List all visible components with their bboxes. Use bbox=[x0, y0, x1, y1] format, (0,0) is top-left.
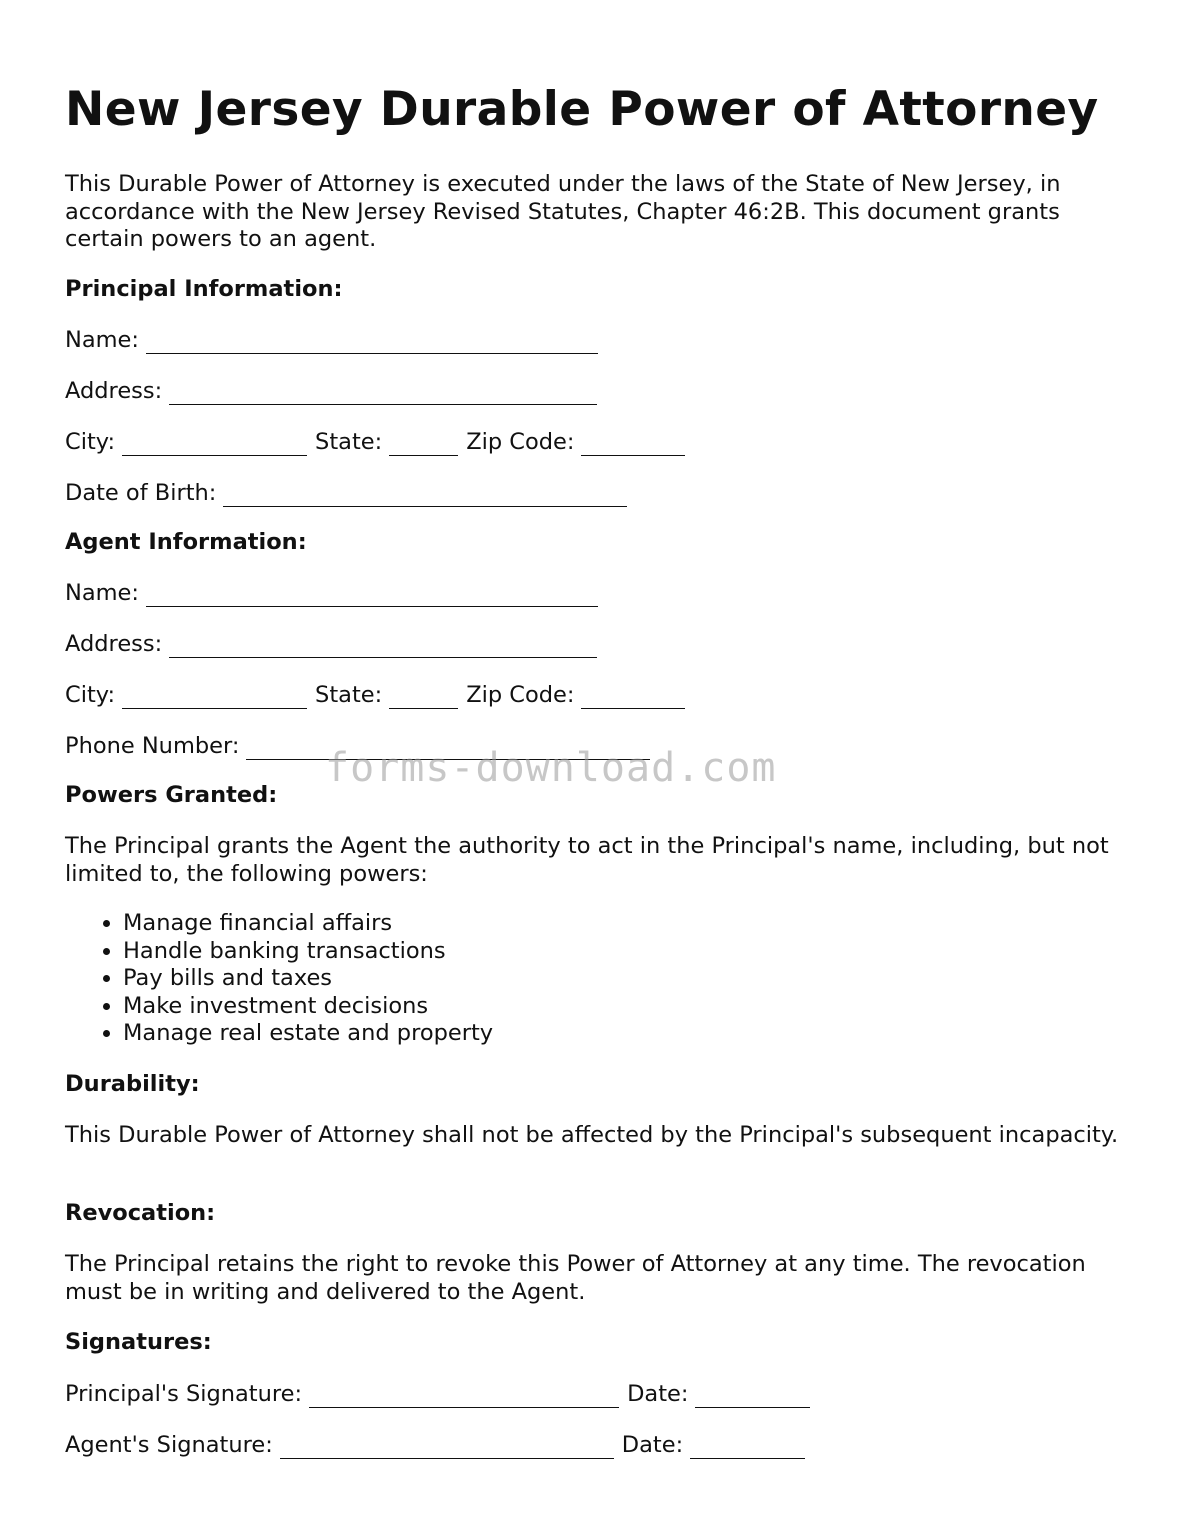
agent-zip-label: Zip Code: bbox=[466, 682, 575, 708]
agent-name-row bbox=[65, 579, 606, 607]
revocation-paragraph: The Principal retains the right to revoke this Power of Attorney at any time. The revocation must be in writing and delivered to the Agent. bbox=[65, 1251, 1086, 1305]
principal-signature-row bbox=[65, 1380, 818, 1408]
principal-heading: Principal Information: bbox=[65, 276, 343, 302]
principal-signature-field[interactable] bbox=[309, 1385, 619, 1408]
agent-state-label: State: bbox=[315, 682, 383, 708]
principal-name-label: Name: bbox=[65, 327, 139, 353]
durability-paragraph: This Durable Power of Attorney shall not be affected by the Principal's subsequent incapacity. bbox=[65, 1122, 1119, 1148]
durability-heading: Durability: bbox=[65, 1071, 200, 1097]
agent-date-field[interactable] bbox=[690, 1436, 805, 1459]
agent-signature-field[interactable] bbox=[280, 1436, 614, 1459]
principal-dob-field[interactable] bbox=[223, 484, 627, 507]
power-item: • Pay bills and taxes bbox=[123, 965, 493, 993]
agent-signature-label: Agent's Signature: bbox=[65, 1432, 273, 1458]
principal-name-field[interactable] bbox=[146, 331, 598, 354]
principal-address-label: Address: bbox=[65, 378, 163, 404]
page-title: New Jersey Durable Power of Attorney bbox=[65, 82, 1099, 137]
agent-heading: Agent Information: bbox=[65, 529, 307, 555]
agent-date-label: Date: bbox=[621, 1432, 684, 1458]
agent-phone-label: Phone Number: bbox=[65, 733, 240, 759]
agent-city-label: City: bbox=[65, 682, 116, 708]
principal-address-field[interactable] bbox=[169, 382, 597, 405]
principal-city-field[interactable] bbox=[122, 433, 307, 456]
principal-state-label: State: bbox=[315, 429, 383, 455]
principal-city-row bbox=[65, 428, 693, 456]
power-item: • Make investment decisions bbox=[123, 993, 493, 1021]
intro-paragraph: This Durable Power of Attorney is executed under the laws of the State of New Jersey, in accordance with the New Jersey Revised Statutes, Chapter 46:2B. This document grants certain powers to an agent. bbox=[65, 171, 1061, 252]
watermark-text: forms-download.com bbox=[325, 745, 777, 791]
signatures-heading: Signatures: bbox=[65, 1329, 212, 1355]
agent-city-field[interactable] bbox=[122, 686, 307, 709]
agent-state-field[interactable] bbox=[389, 686, 458, 709]
powers-paragraph: The Principal grants the Agent the authority to act in the Principal's name, including, but not limited to, the following powers: bbox=[65, 833, 1109, 887]
principal-zip-field[interactable] bbox=[581, 433, 685, 456]
agent-name-label: Name: bbox=[65, 580, 139, 606]
agent-address-field[interactable] bbox=[169, 635, 597, 658]
principal-state-field[interactable] bbox=[389, 433, 458, 456]
revocation-heading: Revocation: bbox=[65, 1200, 216, 1226]
powers-heading: Powers Granted: bbox=[65, 782, 278, 808]
principal-dob-row bbox=[65, 479, 635, 507]
agent-name-field[interactable] bbox=[146, 584, 598, 607]
principal-date-field[interactable] bbox=[695, 1385, 810, 1408]
agent-signature-row bbox=[65, 1431, 813, 1459]
agent-address-label: Address: bbox=[65, 631, 163, 657]
principal-city-label: City: bbox=[65, 429, 116, 455]
principal-address-row bbox=[65, 377, 605, 405]
principal-zip-label: Zip Code: bbox=[466, 429, 575, 455]
principal-dob-label: Date of Birth: bbox=[65, 480, 217, 506]
agent-city-row bbox=[65, 681, 693, 709]
principal-signature-label: Principal's Signature: bbox=[65, 1381, 303, 1407]
agent-address-row bbox=[65, 630, 605, 658]
principal-name-row bbox=[65, 326, 606, 354]
power-item: • Manage real estate and property bbox=[123, 1020, 493, 1048]
powers-list bbox=[65, 910, 493, 1048]
principal-date-label: Date: bbox=[627, 1381, 689, 1407]
agent-zip-field[interactable] bbox=[581, 686, 685, 709]
power-item: • Manage financial affairs bbox=[123, 910, 493, 938]
power-item: • Handle banking transactions bbox=[123, 938, 493, 966]
